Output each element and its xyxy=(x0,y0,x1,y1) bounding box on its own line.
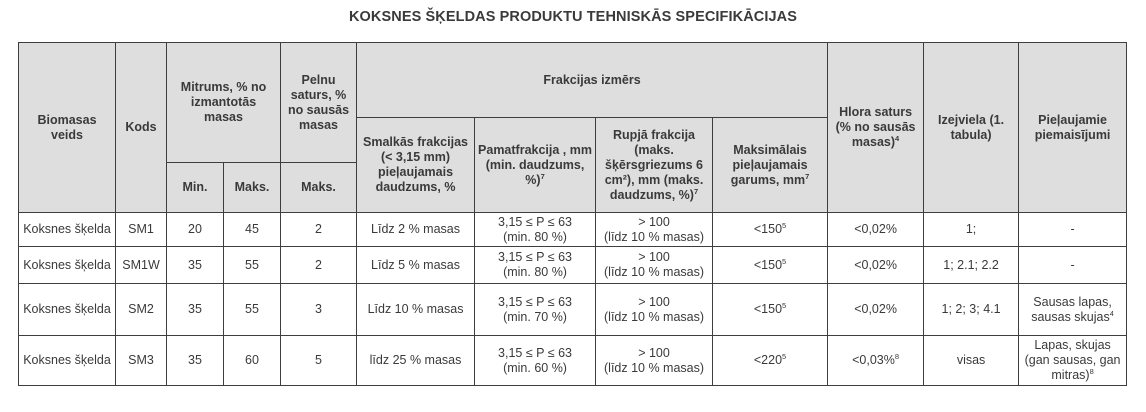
cell-impurities-text: Lapas, skujas (gan sausas, gan mitras) xyxy=(1024,338,1121,382)
cell-ash-max: 2 xyxy=(281,213,357,247)
cell-coarse-fraction-share: (līdz 10 % masas) xyxy=(604,229,705,244)
header-fractions: Frakcijas izmērs xyxy=(357,43,828,118)
header-raw-material: Izejviela (1. tabula) xyxy=(924,43,1019,213)
cell-coarse-fraction xyxy=(596,284,713,336)
cell-max-length xyxy=(713,284,828,336)
cell-biomass-type: Koksnes šķelda xyxy=(19,213,116,247)
cell-code: SM1W xyxy=(116,247,167,284)
cell-coarse-fraction-size: > 100 xyxy=(638,250,670,264)
table-row xyxy=(19,284,1127,336)
cell-impurities-footnote: 8 xyxy=(1089,366,1094,376)
cell-impurities-footnote: 4 xyxy=(1109,308,1114,318)
header-main-fraction-footnote: 7 xyxy=(540,171,545,181)
cell-main-fraction xyxy=(475,284,596,336)
cell-moisture-max: 55 xyxy=(224,247,281,284)
cell-fine-fraction: Līdz 5 % masas xyxy=(357,247,475,284)
cell-chlorine-footnote: 8 xyxy=(894,351,900,361)
cell-chlorine xyxy=(828,247,924,284)
cell-main-fraction-share: (min. 70 %) xyxy=(503,309,567,324)
specifications-table xyxy=(18,42,1127,386)
cell-biomass-type: Koksnes šķelda xyxy=(19,247,116,284)
cell-raw-material: 1; xyxy=(924,213,1019,247)
cell-max-length xyxy=(713,336,828,386)
cell-max-length-footnote: 5 xyxy=(782,351,787,361)
header-coarse-fraction-text: Rupjā frakcija (maks. šķērsgriezums 6 cm²), mm (maks. daudzums, %) xyxy=(604,127,704,202)
header-ash: Pelnu saturs, % no sausās masas xyxy=(281,43,357,163)
cell-code: SM3 xyxy=(116,336,167,386)
header-code: Kods xyxy=(116,43,167,213)
header-coarse-fraction-footnote: 7 xyxy=(693,186,699,196)
cell-chlorine-value: <0,02% xyxy=(854,257,897,272)
cell-code: SM2 xyxy=(116,284,167,336)
cell-impurities xyxy=(1019,284,1127,336)
cell-chlorine-value: <0,03% xyxy=(852,353,895,367)
cell-max-length-value: <150 xyxy=(753,257,783,272)
cell-coarse-fraction-size: > 100 xyxy=(638,294,670,309)
cell-chlorine-value: <0,02% xyxy=(854,222,897,236)
cell-coarse-fraction-share: (līdz 10 % masas) xyxy=(604,360,705,375)
header-moisture: Mitrums, % no izmantotās masas xyxy=(167,43,281,163)
cell-raw-material: 1; 2; 3; 4.1 xyxy=(924,284,1019,336)
cell-chlorine-value: <0,02% xyxy=(854,302,897,316)
header-moisture-max: Maks. xyxy=(224,163,281,213)
cell-ash-max: 5 xyxy=(281,336,357,386)
cell-moisture-max: 60 xyxy=(224,336,281,386)
header-chlorine xyxy=(828,43,924,213)
cell-impurities xyxy=(1019,336,1127,386)
header-impurities: Pieļaujamie piemaisījumi xyxy=(1019,43,1127,213)
header-fine-fraction: Smalkās frakcijas (< 3,15 mm) pieļaujamais daudzums, % xyxy=(357,118,475,213)
cell-main-fraction-range: 3,15 ≤ P ≤ 63 xyxy=(498,214,572,229)
cell-fine-fraction: Līdz 2 % masas xyxy=(357,213,475,247)
cell-moisture-min: 20 xyxy=(167,213,224,247)
cell-main-fraction-range: 3,15 ≤ P ≤ 63 xyxy=(498,294,572,309)
header-main-fraction xyxy=(475,118,596,213)
cell-chlorine xyxy=(828,336,924,386)
cell-raw-material: visas xyxy=(924,336,1019,386)
header-max-length xyxy=(713,118,828,213)
cell-max-length-value: <220 xyxy=(753,353,783,367)
cell-coarse-fraction xyxy=(596,247,713,284)
header-chlorine-footnote: 4 xyxy=(895,133,900,143)
cell-max-length-footnote: 5 xyxy=(782,300,787,310)
cell-impurities xyxy=(1019,213,1127,247)
cell-biomass-type: Koksnes šķelda xyxy=(19,336,116,386)
header-moisture-min: Min. xyxy=(167,163,224,213)
cell-coarse-fraction-share: (līdz 10 % masas) xyxy=(604,265,705,279)
page-title: KOKSNES ŠĶELDAS PRODUKTU TEHNISKĀS SPECIFIKĀCIJAS xyxy=(348,9,797,25)
cell-main-fraction xyxy=(475,213,596,247)
cell-max-length xyxy=(713,213,828,247)
header-max-length-footnote: 7 xyxy=(805,171,810,181)
cell-moisture-min: 35 xyxy=(167,284,224,336)
cell-coarse-fraction-share: (līdz 10 % masas) xyxy=(604,309,705,324)
cell-coarse-fraction-size: > 100 xyxy=(638,214,670,229)
header-coarse-fraction xyxy=(596,118,713,213)
cell-coarse-fraction-size: > 100 xyxy=(638,345,670,360)
header-max-length-text: Maksimālais pieļaujamais garums, mm xyxy=(730,142,808,187)
cell-code: SM1 xyxy=(116,213,167,247)
table-row xyxy=(19,247,1127,284)
cell-max-length xyxy=(713,247,828,284)
cell-moisture-min: 35 xyxy=(167,336,224,386)
cell-biomass-type: Koksnes šķelda xyxy=(19,284,116,336)
cell-main-fraction-range: 3,15 ≤ P ≤ 63 xyxy=(498,345,572,360)
table-row xyxy=(19,213,1127,247)
cell-fine-fraction: Līdz 10 % masas xyxy=(357,284,475,336)
cell-main-fraction xyxy=(475,336,596,386)
cell-max-length-value: <150 xyxy=(753,222,783,236)
cell-main-fraction-range: 3,15 ≤ P ≤ 63 xyxy=(498,250,572,264)
cell-main-fraction-share: (min. 80 %) xyxy=(503,229,567,244)
cell-coarse-fraction xyxy=(596,213,713,247)
cell-chlorine xyxy=(828,284,924,336)
cell-raw-material: 1; 2.1; 2.2 xyxy=(924,247,1019,284)
cell-ash-max: 3 xyxy=(281,284,357,336)
table-row xyxy=(19,336,1127,386)
cell-max-length-footnote: 5 xyxy=(782,220,787,230)
cell-coarse-fraction xyxy=(596,336,713,386)
cell-moisture-max: 45 xyxy=(224,213,281,247)
cell-moisture-min: 35 xyxy=(167,247,224,284)
header-main-fraction-text: Pamatfrakcija , mm (min. daudzums, %) xyxy=(478,142,592,187)
cell-main-fraction-share: (min. 60 %) xyxy=(503,360,567,375)
cell-max-length-value: <150 xyxy=(753,302,783,316)
cell-impurities-text: - xyxy=(1070,222,1075,236)
cell-max-length-footnote: 5 xyxy=(782,256,787,266)
cell-impurities-text: Sausas lapas, sausas skujas xyxy=(1031,294,1112,324)
cell-fine-fraction: līdz 25 % masas xyxy=(357,336,475,386)
header-biomass-type: Biomasas veids xyxy=(19,43,116,213)
cell-ash-max: 2 xyxy=(281,247,357,284)
header-ash-max: Maks. xyxy=(281,163,357,213)
cell-chlorine xyxy=(828,213,924,247)
cell-main-fraction-share: (min. 80 %) xyxy=(503,265,567,279)
cell-impurities xyxy=(1019,247,1127,284)
header-row-1 xyxy=(19,43,1127,118)
cell-moisture-max: 55 xyxy=(224,284,281,336)
header-chlorine-text: Hlora saturs (% no sausās masas) xyxy=(835,105,916,149)
cell-impurities-text: - xyxy=(1070,257,1075,272)
cell-main-fraction xyxy=(475,247,596,284)
